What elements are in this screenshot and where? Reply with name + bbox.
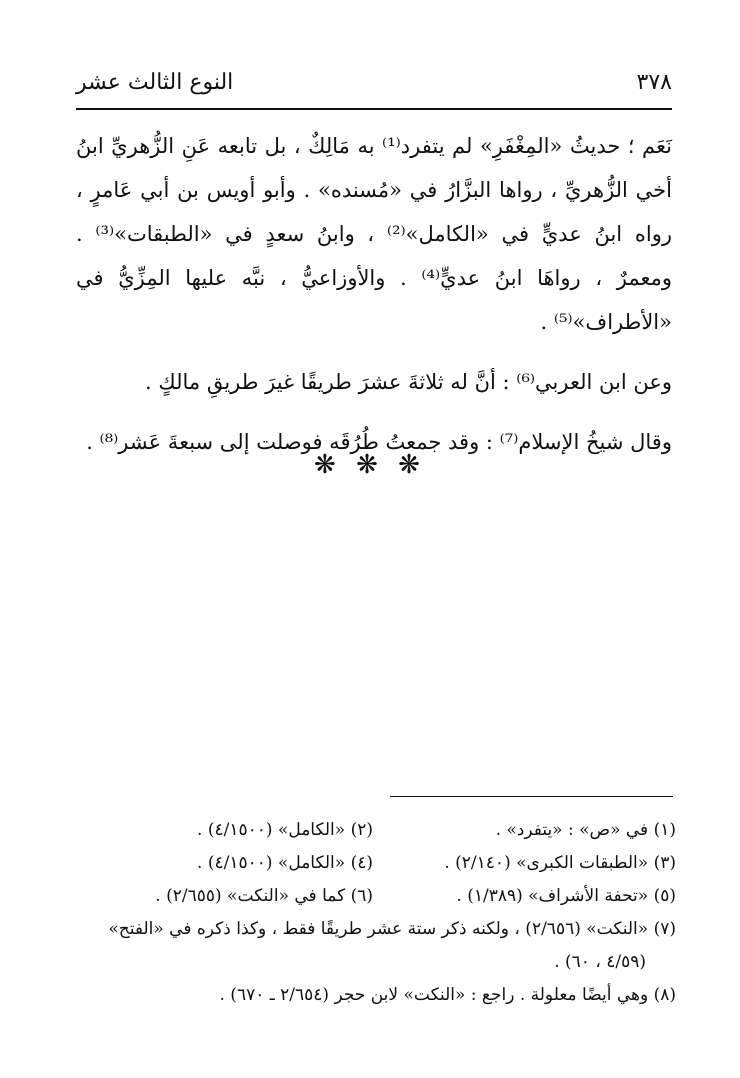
footnote-row: [70, 946, 676, 979]
header-rule: [76, 108, 672, 110]
paragraph-1: نَعَم ؛ حديثُ «المِغْفَرِ» لم يتفرد⁽¹⁾ به مَالِكٌ ، بل تابعه عَنِ الزُّهريِّ ابنُ أخي الزُّهريِّ ، رواها البزَّارُ في «مُسنده» . وأبو أويس بن أبي عَامرٍ ، رواه ابنُ عديٍّ في «الكامل»⁽²⁾ ، وابنُ سعدٍ في «الطبقات»⁽³⁾ . ومعمرٌ ، رواهَا ابنُ عديٍّ⁽⁴⁾ . والأوزاعيُّ ، نبَّه عليها المِزِّيُّ في «الأطراف»⁽⁵⁾ .: [76, 134, 672, 334]
main-text: [76, 124, 672, 464]
footnote-7: (٧) «النكت» (٢/٦٥٦) ، ولكنه ذكر ستة عشر طريقًا فقط ، وكذا ذكره في «الفتح»: [108, 919, 676, 939]
footnote-row: [70, 979, 676, 1012]
footnote-row: [70, 814, 676, 847]
footnote-row: [70, 913, 676, 946]
paragraph-3: وقال شيخُ الإسلام⁽⁷⁾ : وقد جمعتُ طُرُقَه فوصلت إلى سبعةَ عَشر⁽⁸⁾ .: [86, 430, 672, 454]
paragraph-2: وعن ابن العربي⁽⁶⁾ : أنَّ له ثلاثةَ عشرَ طريقًا غيرَ طريقِ مالكٍ .: [145, 370, 672, 394]
footnotes: [70, 814, 676, 1012]
footnote-8: (٨) وهي أيضًا معلولة . راجع : «النكت» لابن حجر (٢/٦٥٤ ـ ٦٧٠) .: [219, 985, 676, 1005]
chapter-title: النوع الثالث عشر: [76, 69, 234, 95]
running-header: [76, 62, 672, 102]
footnote-6: (٦) كما في «النكت» (٢/٦٥٥) .: [155, 886, 373, 906]
footnote-row: [70, 847, 676, 880]
footnote-3: (٣) «الطبقات الكبرى» (٢/١٤٠) .: [444, 853, 676, 873]
footnote-2: (٢) «الكامل» (٤/١٥٠٠) .: [197, 820, 373, 840]
footnote-1: (١) في «ص» : «يتفرد» .: [495, 820, 676, 840]
footnote-5: (٥) «تحفة الأشراف» (١/٣٨٩) .: [456, 886, 676, 906]
section-separator: ❋ ❋ ❋: [314, 450, 426, 480]
footnote-row: [70, 880, 676, 913]
footnote-7-continued: (٤/٥٩ ، ٦٠) .: [554, 952, 646, 972]
footnote-4: (٤) «الكامل» (٤/١٥٠٠) .: [197, 853, 373, 873]
footnote-rule: [390, 796, 673, 797]
page-number: ٣٧٨: [636, 69, 672, 95]
